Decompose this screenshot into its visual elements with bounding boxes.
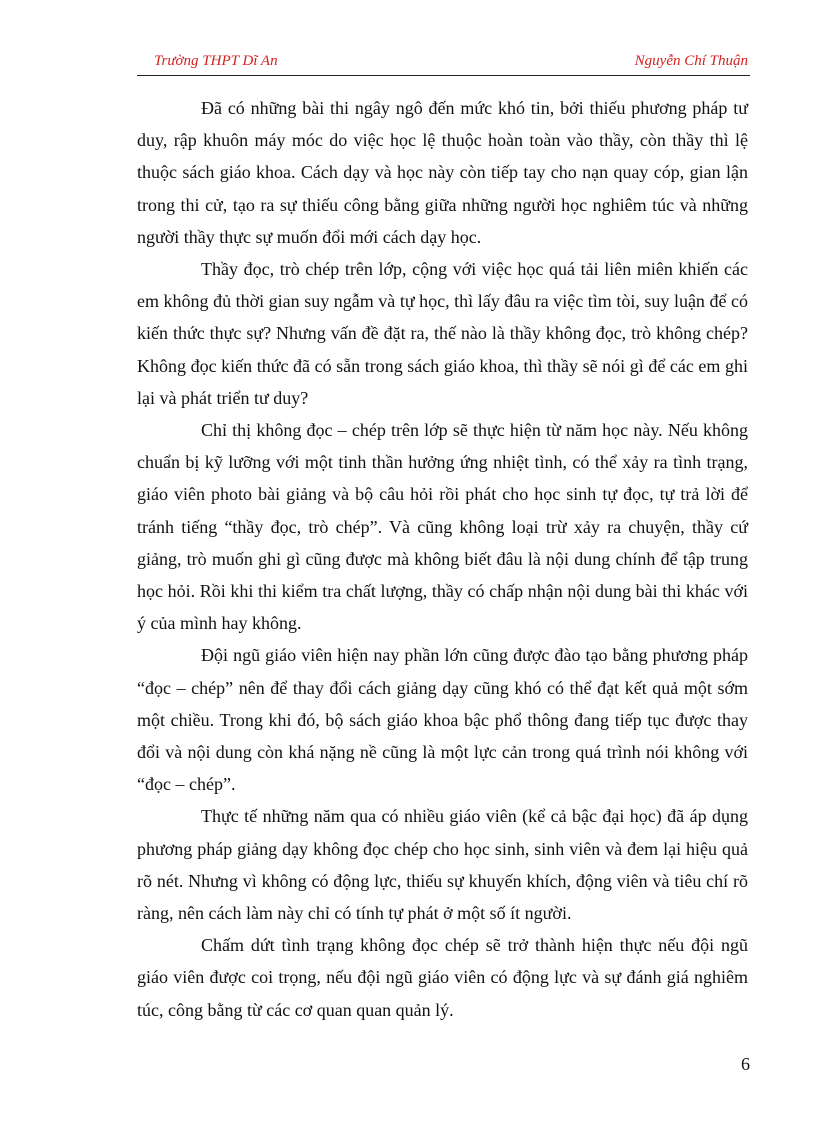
paragraph: Chỉ thị không đọc – chép trên lớp sẽ thực hiện từ năm học này. Nếu không chuẩn bị kỹ lưỡng với một tinh thần hưởng ứng nhiệt tình, có thể xảy ra tình trạng, giáo viên photo bài giảng và bộ câu hỏi rồi phát cho học sinh tự đọc, tự trả lời để tránh tiếng “thầy đọc, trò chép”. Và cũng không loại trừ xảy ra chuyện, thầy cứ giảng, trò muốn ghi gì cũng được mà không biết đâu là nội dung chính để tập trung học hỏi. Rồi khi thi kiểm tra chất lượng, thầy có chấp nhận nội dung bài thi khác với ý của mình hay không.	[137, 420, 748, 634]
paragraph: Chấm dứt tình trạng không đọc chép sẽ trở thành hiện thực nếu đội ngũ giáo viên được coi trọng, nếu đội ngũ giáo viên có động lực và sự đánh giá nghiêm túc, công bằng từ các cơ quan quan quản lý.	[137, 935, 748, 1020]
paragraph: Thầy đọc, trò chép trên lớp, cộng với việc học quá tải liên miên khiến các em không đủ thời gian suy ngẫm và tự học, thì lấy đâu ra việc tìm tòi, suy luận để có kiến thức thực sự? Nhưng vấn đề đặt ra, thế nào là thầy không đọc, trò không chép? Không đọc kiến thức đã có sẵn trong sách giáo khoa, thì thầy sẽ nói gì để các em ghi lại và phát triển tư duy?	[137, 259, 748, 408]
paragraph: Đội ngũ giáo viên hiện nay phần lớn cũng được đào tạo bằng phương pháp “đọc – chép” nên để thay đổi cách giảng dạy cũng khó có thể đạt kết quả một sớm một chiều. Trong khi đó, bộ sách giáo khoa bậc phổ thông đang tiếp tục được thay đổi và nội dung còn khá nặng nề cũng là một lực cản trong quá trình nói không với “đọc – chép”.	[137, 645, 748, 795]
header-divider	[137, 75, 750, 76]
paragraph: Thực tế những năm qua có nhiều giáo viên (kể cả bậc đại học) đã áp dụng phương pháp giảng dạy không đọc chép cho học sinh, sinh viên và đem lại hiệu quả rõ nét. Nhưng vì không có động lực, thiếu sự khuyến khích, động viên và tiêu chí rõ ràng, nên cách làm này chỉ có tính tự phát ở một số ít người.	[137, 806, 748, 924]
document-body	[137, 92, 748, 1026]
page-number: 6	[741, 1054, 750, 1074]
header-author-name: Nguyễn Chí Thuận	[634, 53, 748, 69]
paragraph: Đã có những bài thi ngây ngô đến mức khó tin, bởi thiếu phương pháp tư duy, rập khuôn máy móc do việc học lệ thuộc hoàn toàn vào thầy, còn thầy thì lệ thuộc sách giáo khoa. Cách dạy và học này còn tiếp tay cho nạn quay cóp, gian lận trong thi cử, tạo ra sự thiếu công bằng giữa những người học nghiêm túc và những người thầy thực sự muốn đổi mới cách dạy học.	[137, 98, 748, 247]
page-header	[137, 50, 750, 72]
header-school-name: Trường THPT Dĩ An	[154, 53, 278, 69]
